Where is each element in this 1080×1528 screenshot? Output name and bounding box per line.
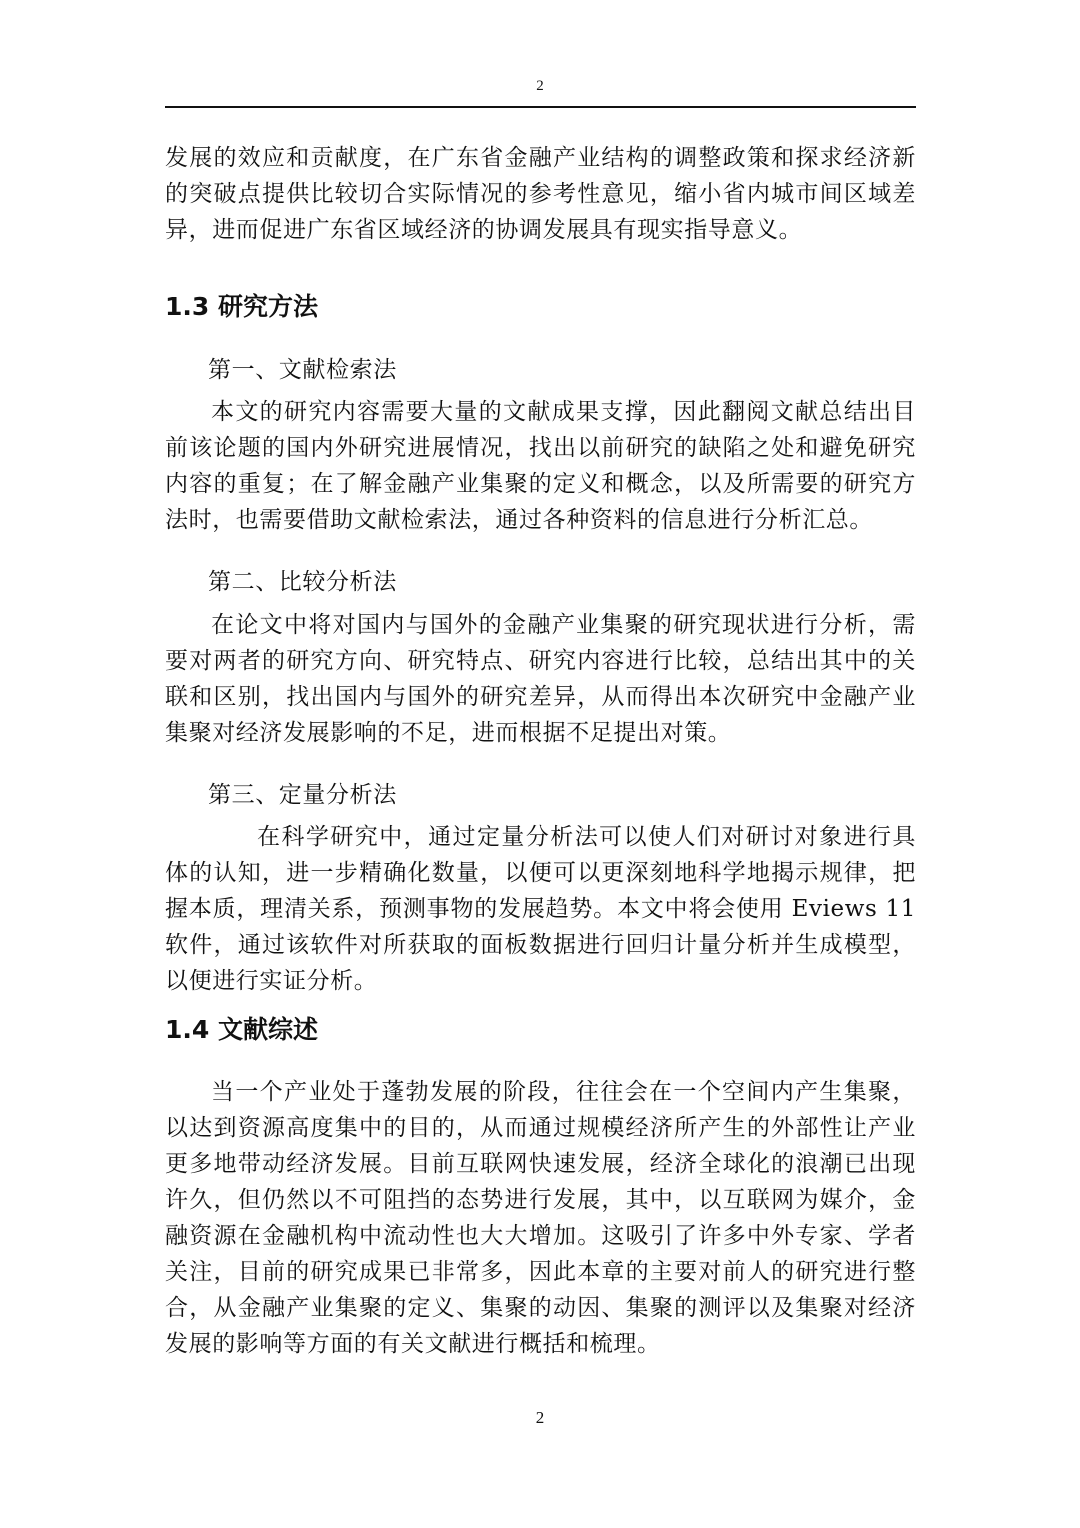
method2-paragraph: 在论文中将对国内与国外的金融产业集聚的研究现状进行分析，需要对两者的研究方向、研究特点、研究内容进行比较，总结出其中的关联和区别，找出国内与国外的研究差异，从而得出本次研究中金融产业集聚对经济发展影响的不足，进而根据不足提出对策。 xyxy=(165,612,916,746)
method1-paragraph: 本文的研究内容需要大量的文献成果支撑，因此翻阅文献总结出目前该论题的国内外研究进展情况，找出以前研究的缺陷之处和避免研究内容的重复；在了解金融产业集聚的定义和概念，以及所需要的研究方法时，也需要借助文献检索法，通过各种资料的信息进行分析汇总。 xyxy=(165,399,916,533)
method2-subheading: 第二、比较分析法 xyxy=(208,569,397,595)
review-paragraph: 当一个产业处于蓬勃发展的阶段，往往会在一个空间内产生集聚，以达到资源高度集中的目的，从而通过规模经济所产生的外部性让产业更多地带动经济发展。目前互联网快速发展，经济全球化的浪潮已出现许久，但仍然以不可阻挡的态势进行发展，其中，以互联网为媒介，金融资源在金融机构中流动性也大大增加。这吸引了许多中外专家、学者关注，目前的研究成果已非常多，因此本章的主要对前人的研究进行整合，从金融产业集聚的定义、集聚的动因、集聚的测评以及集聚对经济发展的影响等方面的有关文献进行概括和梳理。 xyxy=(165,1079,916,1357)
method3-subheading: 第三、定量分析法 xyxy=(208,782,397,808)
section-1-4-heading: 1.4 文献综述 xyxy=(165,1015,318,1044)
method3-paragraph: 在科学研究中，通过定量分析法可以使人们对研讨对象进行具体的认知，进一步精确化数量，以便可以更深刻地科学地揭示规律，把握本质，理清关系，预测事物的发展趋势。本文中将会使用 Eviews 11 软件，通过该软件对所获取的面板数据进行回归计量分析并生成模型，以便进行实证分析。 xyxy=(165,824,916,994)
header-rule xyxy=(165,106,916,108)
method1-subheading: 第一、文献检索法 xyxy=(208,357,397,383)
footer-page-number: 2 xyxy=(535,1408,545,1427)
section-1-3-heading: 1.3 研究方法 xyxy=(165,292,318,321)
header-page-number: 2 xyxy=(536,78,544,94)
intro-continued-paragraph: 发展的效应和贡献度，在广东省金融产业结构的调整政策和探求经济新的突破点提供比较切合实际情况的参考性意见，缩小省内城市间区域差异，进而促进广东省区域经济的协调发展具有现实指导意义。 xyxy=(165,145,916,243)
